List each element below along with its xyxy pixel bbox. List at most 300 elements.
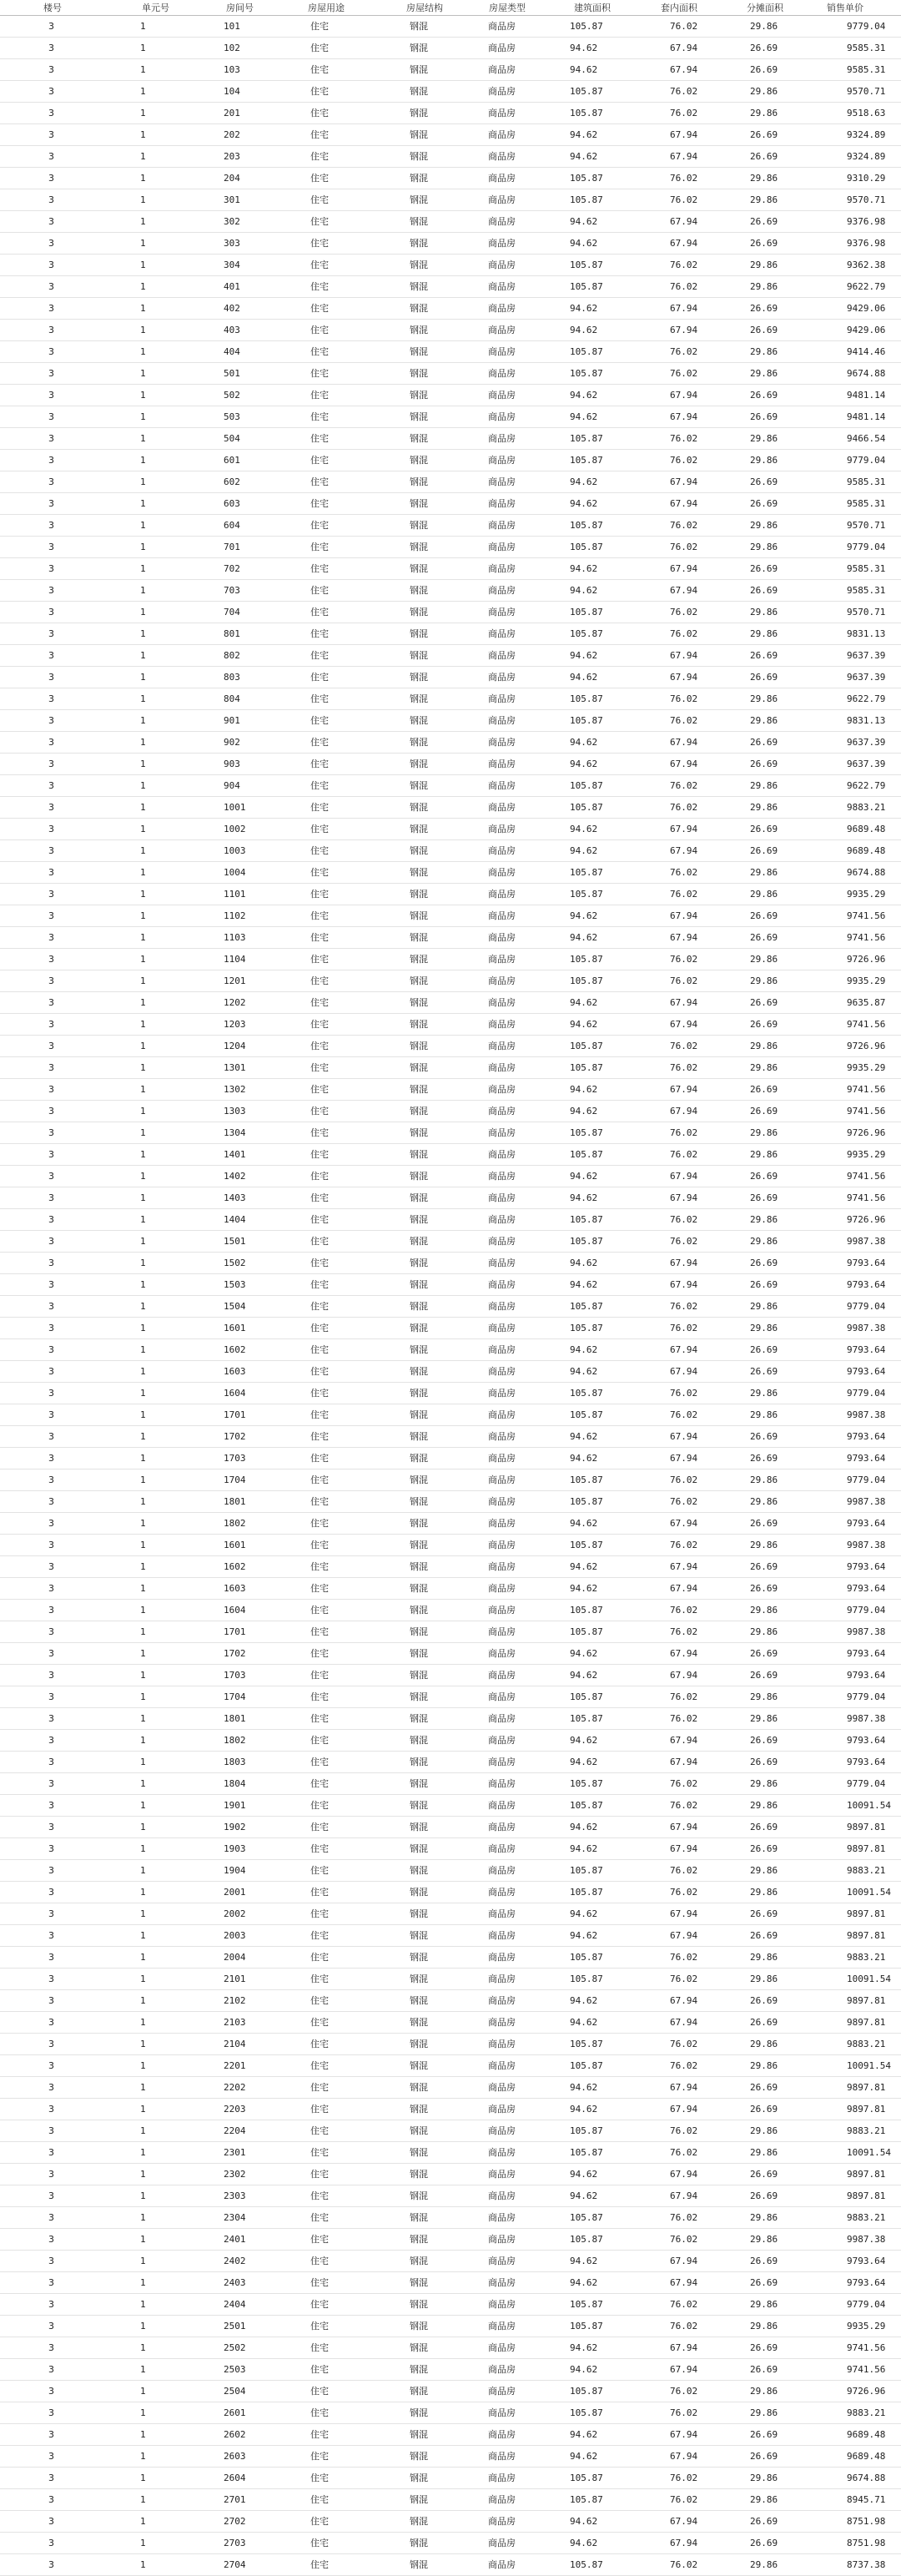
inner-area-cell: 67.94 — [634, 905, 723, 927]
building-area-cell: 105.87 — [545, 1209, 634, 1231]
inner-area-cell: 67.94 — [634, 754, 723, 775]
inner-area-cell: 76.02 — [634, 1404, 723, 1426]
building-no-cell: 3 — [0, 2316, 96, 2337]
usage-cell: 住宅 — [279, 754, 373, 775]
house-type-cell: 商品房 — [459, 2185, 545, 2207]
inner-area-cell: 67.94 — [634, 2251, 723, 2272]
structure-cell: 钢混 — [373, 1665, 459, 1686]
inner-area-cell: 67.94 — [634, 1448, 723, 1469]
usage-cell: 住宅 — [279, 1253, 373, 1274]
table-row — [0, 233, 901, 255]
unit-price-cell: 9987.38 — [813, 1621, 901, 1643]
shared-area-cell: 29.86 — [723, 688, 813, 710]
building-area-cell: 105.87 — [545, 2034, 634, 2055]
inner-area-cell: 76.02 — [634, 2120, 723, 2142]
building-no-cell: 3 — [0, 1036, 96, 1057]
structure-cell: 钢混 — [373, 1448, 459, 1469]
usage-cell: 住宅 — [279, 1491, 373, 1513]
building-area-cell: 94.62 — [545, 732, 634, 754]
unit-price-cell: 9793.64 — [813, 1361, 901, 1383]
inner-area-cell: 67.94 — [634, 1990, 723, 2012]
table-row — [0, 471, 901, 493]
room-no-cell: 1703 — [186, 1448, 279, 1469]
unit-no-cell: 1 — [96, 493, 186, 515]
unit-price-cell: 9793.64 — [813, 1339, 901, 1361]
room-no-cell: 701 — [186, 537, 279, 558]
building-area-cell: 105.87 — [545, 1773, 634, 1795]
room-no-cell: 2601 — [186, 2402, 279, 2424]
structure-cell: 钢混 — [373, 1621, 459, 1643]
room-no-cell: 1002 — [186, 819, 279, 840]
inner-area-cell: 67.94 — [634, 1079, 723, 1101]
house-type-cell: 商品房 — [459, 363, 545, 385]
house-type-cell: 商品房 — [459, 2446, 545, 2468]
shared-area-cell: 29.86 — [723, 450, 813, 471]
table-row — [0, 1166, 901, 1187]
inner-area-cell: 76.02 — [634, 797, 723, 819]
house-type-cell: 商品房 — [459, 2055, 545, 2077]
structure-cell: 钢混 — [373, 1361, 459, 1383]
inner-area-cell: 76.02 — [634, 775, 723, 797]
building-area-cell: 105.87 — [545, 2554, 634, 2576]
inner-area-cell: 67.94 — [634, 2337, 723, 2359]
inner-area-cell: 76.02 — [634, 1882, 723, 1903]
house-type-cell: 商品房 — [459, 1253, 545, 1274]
building-no-cell: 3 — [0, 211, 96, 233]
unit-no-cell: 1 — [96, 233, 186, 255]
house-type-cell: 商品房 — [459, 754, 545, 775]
usage-cell: 住宅 — [279, 1014, 373, 1036]
room-no-cell: 2404 — [186, 2294, 279, 2316]
shared-area-cell: 29.86 — [723, 1404, 813, 1426]
inner-area-cell: 67.94 — [634, 124, 723, 146]
inner-area-cell: 67.94 — [634, 992, 723, 1014]
house-type-cell: 商品房 — [459, 2533, 545, 2554]
shared-area-cell: 29.86 — [723, 1969, 813, 1990]
building-no-cell: 3 — [0, 1882, 96, 1903]
unit-price-cell: 9585.31 — [813, 493, 901, 515]
unit-no-cell: 1 — [96, 2316, 186, 2337]
shared-area-cell: 29.86 — [723, 1057, 813, 1079]
unit-no-cell: 1 — [96, 168, 186, 189]
house-type-cell: 商品房 — [459, 1166, 545, 1187]
structure-cell: 钢混 — [373, 1578, 459, 1600]
structure-cell: 钢混 — [373, 558, 459, 580]
room-no-cell: 602 — [186, 471, 279, 493]
structure-cell: 钢混 — [373, 1079, 459, 1101]
unit-no-cell: 1 — [96, 1426, 186, 1448]
usage-cell: 住宅 — [279, 1296, 373, 1318]
inner-area-cell: 76.02 — [634, 2468, 723, 2489]
unit-no-cell: 1 — [96, 16, 186, 38]
structure-cell: 钢混 — [373, 2012, 459, 2034]
usage-cell: 住宅 — [279, 103, 373, 124]
unit-price-cell: 9793.64 — [813, 1752, 901, 1773]
building-area-cell: 105.87 — [545, 276, 634, 298]
room-no-cell: 103 — [186, 59, 279, 81]
unit-price-cell: 9689.48 — [813, 819, 901, 840]
structure-cell: 钢混 — [373, 2533, 459, 2554]
structure-cell: 钢混 — [373, 2055, 459, 2077]
structure-cell: 钢混 — [373, 276, 459, 298]
building-area-cell: 94.62 — [545, 1838, 634, 1860]
building-area-cell: 94.62 — [545, 2012, 634, 2034]
unit-price-cell: 10091.54 — [813, 1795, 901, 1817]
structure-cell: 钢混 — [373, 2446, 459, 2468]
building-no-cell: 3 — [0, 1838, 96, 1860]
unit-no-cell: 1 — [96, 754, 186, 775]
shared-area-cell: 26.69 — [723, 2185, 813, 2207]
unit-no-cell: 1 — [96, 2142, 186, 2164]
structure-cell: 钢混 — [373, 623, 459, 645]
table-row — [0, 1665, 901, 1686]
unit-price-cell: 9741.56 — [813, 905, 901, 927]
building-no-cell: 3 — [0, 1860, 96, 1882]
usage-cell: 住宅 — [279, 710, 373, 732]
inner-area-cell: 67.94 — [634, 1339, 723, 1361]
building-area-cell: 94.62 — [545, 1361, 634, 1383]
room-no-cell: 402 — [186, 298, 279, 320]
usage-cell: 住宅 — [279, 2251, 373, 2272]
inner-area-cell: 67.94 — [634, 1513, 723, 1535]
inner-area-cell: 76.02 — [634, 623, 723, 645]
header-structure: 房屋结构 — [373, 0, 459, 16]
shared-area-cell: 29.86 — [723, 1491, 813, 1513]
inner-area-cell: 67.94 — [634, 2359, 723, 2381]
house-type-cell: 商品房 — [459, 1556, 545, 1578]
usage-cell: 住宅 — [279, 1361, 373, 1383]
house-type-cell: 商品房 — [459, 2424, 545, 2446]
house-type-cell: 商品房 — [459, 992, 545, 1014]
shared-area-cell: 26.69 — [723, 2077, 813, 2099]
room-no-cell: 1602 — [186, 1339, 279, 1361]
shared-area-cell: 29.86 — [723, 2554, 813, 2576]
house-type-cell: 商品房 — [459, 2402, 545, 2424]
table-row — [0, 580, 901, 602]
unit-price-cell: 9689.48 — [813, 2424, 901, 2446]
unit-price-cell: 9726.96 — [813, 2381, 901, 2402]
building-area-cell: 94.62 — [545, 2446, 634, 2468]
house-type-cell: 商品房 — [459, 1903, 545, 1925]
usage-cell: 住宅 — [279, 255, 373, 276]
unit-price-cell: 9779.04 — [813, 450, 901, 471]
unit-no-cell: 1 — [96, 667, 186, 688]
inner-area-cell: 67.94 — [634, 2164, 723, 2185]
structure-cell: 钢混 — [373, 471, 459, 493]
shared-area-cell: 29.86 — [723, 2229, 813, 2251]
table-row — [0, 2055, 901, 2077]
structure-cell: 钢混 — [373, 2120, 459, 2142]
room-no-cell: 1703 — [186, 1665, 279, 1686]
house-type-cell: 商品房 — [459, 2489, 545, 2511]
shared-area-cell: 26.69 — [723, 298, 813, 320]
room-no-cell: 904 — [186, 775, 279, 797]
structure-cell: 钢混 — [373, 992, 459, 1014]
shared-area-cell: 26.69 — [723, 1838, 813, 1860]
inner-area-cell: 76.02 — [634, 1686, 723, 1708]
building-no-cell: 3 — [0, 1556, 96, 1578]
house-type-cell: 商品房 — [459, 927, 545, 949]
table-row — [0, 1578, 901, 1600]
building-no-cell: 3 — [0, 927, 96, 949]
structure-cell: 钢混 — [373, 884, 459, 905]
building-no-cell: 3 — [0, 688, 96, 710]
building-no-cell: 3 — [0, 1990, 96, 2012]
inner-area-cell: 67.94 — [634, 59, 723, 81]
unit-price-cell: 9935.29 — [813, 1057, 901, 1079]
usage-cell: 住宅 — [279, 2055, 373, 2077]
table-row — [0, 775, 901, 797]
inner-area-cell: 67.94 — [634, 667, 723, 688]
house-type-cell: 商品房 — [459, 1513, 545, 1535]
room-no-cell: 404 — [186, 341, 279, 363]
table-row — [0, 16, 901, 38]
unit-price-cell: 9570.71 — [813, 81, 901, 103]
building-no-cell: 3 — [0, 623, 96, 645]
usage-cell: 住宅 — [279, 493, 373, 515]
room-no-cell: 1302 — [186, 1079, 279, 1101]
building-no-cell: 3 — [0, 320, 96, 341]
building-no-cell: 3 — [0, 1903, 96, 1925]
shared-area-cell: 26.69 — [723, 406, 813, 428]
unit-no-cell: 1 — [96, 1773, 186, 1795]
unit-no-cell: 1 — [96, 1231, 186, 1253]
room-no-cell: 2003 — [186, 1925, 279, 1947]
unit-price-cell: 8945.71 — [813, 2489, 901, 2511]
table-row — [0, 1773, 901, 1795]
house-type-cell: 商品房 — [459, 1231, 545, 1253]
shared-area-cell: 26.69 — [723, 927, 813, 949]
unit-no-cell: 1 — [96, 1296, 186, 1318]
building-area-cell: 94.62 — [545, 1187, 634, 1209]
building-no-cell: 3 — [0, 1752, 96, 1773]
room-no-cell: 204 — [186, 168, 279, 189]
usage-cell: 住宅 — [279, 124, 373, 146]
shared-area-cell: 29.86 — [723, 1795, 813, 1817]
building-no-cell: 3 — [0, 1448, 96, 1469]
house-type-cell: 商品房 — [459, 1969, 545, 1990]
structure-cell: 钢混 — [373, 1556, 459, 1578]
table-row — [0, 428, 901, 450]
building-no-cell: 3 — [0, 1187, 96, 1209]
house-type-cell: 商品房 — [459, 1860, 545, 1882]
structure-cell: 钢混 — [373, 2316, 459, 2337]
inner-area-cell: 76.02 — [634, 1231, 723, 1253]
unit-price-cell: 9376.98 — [813, 211, 901, 233]
room-no-cell: 1801 — [186, 1491, 279, 1513]
shared-area-cell: 26.69 — [723, 493, 813, 515]
unit-price-cell: 9897.81 — [813, 1925, 901, 1947]
shared-area-cell: 29.86 — [723, 1383, 813, 1404]
unit-price-cell: 8737.38 — [813, 2554, 901, 2576]
room-no-cell: 2401 — [186, 2229, 279, 2251]
room-no-cell: 1904 — [186, 1860, 279, 1882]
room-no-cell: 1501 — [186, 1231, 279, 1253]
building-area-cell: 105.87 — [545, 255, 634, 276]
room-no-cell: 301 — [186, 189, 279, 211]
room-no-cell: 2201 — [186, 2055, 279, 2077]
unit-price-cell: 9310.29 — [813, 168, 901, 189]
shared-area-cell: 26.69 — [723, 2533, 813, 2554]
house-type-cell: 商品房 — [459, 2272, 545, 2294]
room-no-cell: 2703 — [186, 2533, 279, 2554]
inner-area-cell: 76.02 — [634, 1122, 723, 1144]
structure-cell: 钢混 — [373, 16, 459, 38]
unit-no-cell: 1 — [96, 1925, 186, 1947]
table-row — [0, 146, 901, 168]
unit-no-cell: 1 — [96, 2164, 186, 2185]
unit-price-cell: 9741.56 — [813, 1014, 901, 1036]
building-area-cell: 94.62 — [545, 1730, 634, 1752]
unit-price-cell: 9831.13 — [813, 710, 901, 732]
structure-cell: 钢混 — [373, 2077, 459, 2099]
structure-cell: 钢混 — [373, 2381, 459, 2402]
house-type-cell: 商品房 — [459, 341, 545, 363]
unit-no-cell: 1 — [96, 2185, 186, 2207]
structure-cell: 钢混 — [373, 493, 459, 515]
building-area-cell: 105.87 — [545, 949, 634, 970]
header-building-no: 楼号 — [0, 0, 96, 16]
room-no-cell: 1704 — [186, 1469, 279, 1491]
building-area-cell: 105.87 — [545, 2402, 634, 2424]
shared-area-cell: 26.69 — [723, 1730, 813, 1752]
shared-area-cell: 26.69 — [723, 233, 813, 255]
building-area-cell: 105.87 — [545, 515, 634, 537]
building-area-cell: 94.62 — [545, 819, 634, 840]
building-no-cell: 3 — [0, 1057, 96, 1079]
building-no-cell: 3 — [0, 124, 96, 146]
room-no-cell: 1401 — [186, 1144, 279, 1166]
table-row — [0, 558, 901, 580]
building-area-cell: 105.87 — [545, 1057, 634, 1079]
inner-area-cell: 76.02 — [634, 1036, 723, 1057]
structure-cell: 钢混 — [373, 1882, 459, 1903]
usage-cell: 住宅 — [279, 2207, 373, 2229]
room-no-cell: 1804 — [186, 1773, 279, 1795]
shared-area-cell: 29.86 — [723, 1860, 813, 1882]
room-no-cell: 403 — [186, 320, 279, 341]
building-area-cell: 94.62 — [545, 320, 634, 341]
unit-no-cell: 1 — [96, 732, 186, 754]
inner-area-cell: 76.02 — [634, 949, 723, 970]
house-type-cell: 商品房 — [459, 667, 545, 688]
usage-cell: 住宅 — [279, 2468, 373, 2489]
unit-no-cell: 1 — [96, 688, 186, 710]
shared-area-cell: 26.69 — [723, 2337, 813, 2359]
building-no-cell: 3 — [0, 16, 96, 38]
inner-area-cell: 67.94 — [634, 38, 723, 59]
building-no-cell: 3 — [0, 1469, 96, 1491]
usage-cell: 住宅 — [279, 2272, 373, 2294]
structure-cell: 钢混 — [373, 1144, 459, 1166]
house-type-cell: 商品房 — [459, 1448, 545, 1469]
building-no-cell: 3 — [0, 2164, 96, 2185]
house-type-cell: 商品房 — [459, 2337, 545, 2359]
unit-price-cell: 9689.48 — [813, 2446, 901, 2468]
room-no-cell: 1003 — [186, 840, 279, 862]
building-no-cell: 3 — [0, 2207, 96, 2229]
unit-no-cell: 1 — [96, 1621, 186, 1643]
room-no-cell: 1101 — [186, 884, 279, 905]
unit-price-cell: 9741.56 — [813, 2337, 901, 2359]
building-area-cell: 105.87 — [545, 2468, 634, 2489]
unit-price-cell: 9570.71 — [813, 602, 901, 623]
building-area-cell: 94.62 — [545, 2164, 634, 2185]
room-no-cell: 2202 — [186, 2077, 279, 2099]
unit-no-cell: 1 — [96, 341, 186, 363]
shared-area-cell: 29.86 — [723, 428, 813, 450]
inner-area-cell: 76.02 — [634, 515, 723, 537]
building-area-cell: 105.87 — [545, 1122, 634, 1144]
building-area-cell: 105.87 — [545, 363, 634, 385]
table-row — [0, 1882, 901, 1903]
structure-cell: 钢混 — [373, 2185, 459, 2207]
building-area-cell: 94.62 — [545, 1643, 634, 1665]
inner-area-cell: 76.02 — [634, 1860, 723, 1882]
room-no-cell: 302 — [186, 211, 279, 233]
table-row — [0, 688, 901, 710]
inner-area-cell: 76.02 — [634, 1535, 723, 1556]
table-row — [0, 2424, 901, 2446]
shared-area-cell: 26.69 — [723, 1014, 813, 1036]
room-no-cell: 201 — [186, 103, 279, 124]
unit-price-cell: 9987.38 — [813, 1491, 901, 1513]
building-area-cell: 105.87 — [545, 970, 634, 992]
building-area-cell: 94.62 — [545, 1513, 634, 1535]
inner-area-cell: 76.02 — [634, 189, 723, 211]
structure-cell: 钢混 — [373, 645, 459, 667]
usage-cell: 住宅 — [279, 667, 373, 688]
table-row — [0, 1925, 901, 1947]
unit-price-cell: 9585.31 — [813, 471, 901, 493]
room-no-cell: 104 — [186, 81, 279, 103]
building-no-cell: 3 — [0, 1339, 96, 1361]
structure-cell: 钢混 — [373, 1708, 459, 1730]
shared-area-cell: 26.69 — [723, 2099, 813, 2120]
structure-cell: 钢混 — [373, 819, 459, 840]
usage-cell: 住宅 — [279, 1144, 373, 1166]
unit-price-cell: 9793.64 — [813, 1513, 901, 1535]
inner-area-cell: 76.02 — [634, 168, 723, 189]
inner-area-cell: 67.94 — [634, 2446, 723, 2468]
inner-area-cell: 67.94 — [634, 927, 723, 949]
room-no-cell: 1701 — [186, 1404, 279, 1426]
unit-no-cell: 1 — [96, 2012, 186, 2034]
usage-cell: 住宅 — [279, 1838, 373, 1860]
unit-price-cell: 9897.81 — [813, 2099, 901, 2120]
usage-cell: 住宅 — [279, 2424, 373, 2446]
unit-price-cell: 9897.81 — [813, 1838, 901, 1860]
table-row — [0, 862, 901, 884]
house-type-cell: 商品房 — [459, 1621, 545, 1643]
room-no-cell: 2603 — [186, 2446, 279, 2468]
house-type-cell: 商品房 — [459, 2294, 545, 2316]
building-no-cell: 3 — [0, 1686, 96, 1708]
house-type-cell: 商品房 — [459, 949, 545, 970]
building-no-cell: 3 — [0, 1101, 96, 1122]
house-type-cell: 商品房 — [459, 515, 545, 537]
building-no-cell: 3 — [0, 428, 96, 450]
shared-area-cell: 26.69 — [723, 1556, 813, 1578]
building-area-cell: 105.87 — [545, 103, 634, 124]
usage-cell: 住宅 — [279, 2402, 373, 2424]
inner-area-cell: 67.94 — [634, 2077, 723, 2099]
room-no-cell: 1202 — [186, 992, 279, 1014]
shared-area-cell: 29.86 — [723, 537, 813, 558]
building-no-cell: 3 — [0, 2337, 96, 2359]
building-no-cell: 3 — [0, 1621, 96, 1643]
unit-price-cell: 9793.64 — [813, 1426, 901, 1448]
